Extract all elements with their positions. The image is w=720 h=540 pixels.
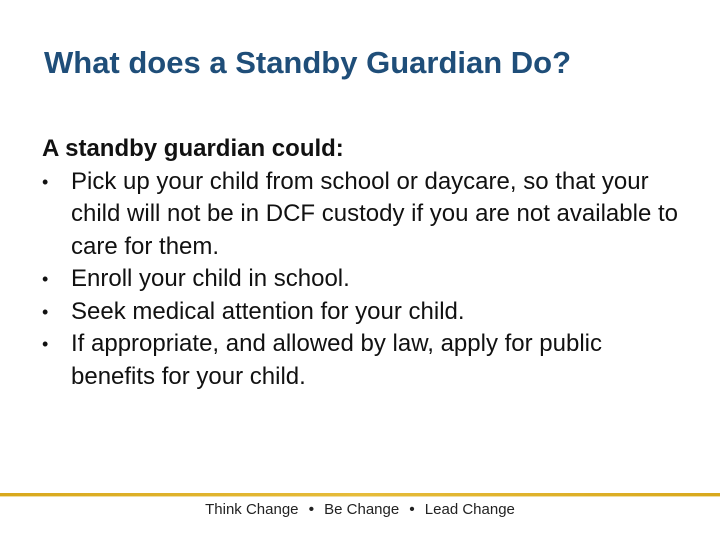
slide-body [42,133,682,393]
bullet-text: Seek medical attention for your child. [71,297,465,325]
tagline-separator: • [308,501,314,518]
bullet-text: If appropriate, and allowed by law, apply for public benefits for your child. [71,330,602,390]
bullet-text: Enroll your child in school. [71,265,350,292]
tagline-think-change: Think Change [205,501,299,518]
bullet-item [42,263,682,296]
bullet-item [42,328,682,393]
bullet-icon: • [42,301,49,322]
bullet-list [42,166,682,394]
intro-heading: A standby guardian could: [42,135,344,162]
bullet-item [42,166,682,264]
slide-title: What does a Standby Guardian Do? [44,45,572,80]
bullet-icon: • [42,334,49,354]
tagline-be-change: Be Change [324,501,400,518]
tagline-lead-change: Lead Change [424,501,515,518]
bullet-icon: • [42,171,49,192]
bullet-item [42,296,682,329]
bullet-text: Pick up your child from school or daycare, so that your child will not be in DCF custody if you are not available to care for them. [71,167,678,260]
footer-divider-shadow [0,496,720,497]
footer-tagline [0,501,720,518]
tagline-separator: • [409,501,415,518]
bullet-icon: • [42,269,49,289]
